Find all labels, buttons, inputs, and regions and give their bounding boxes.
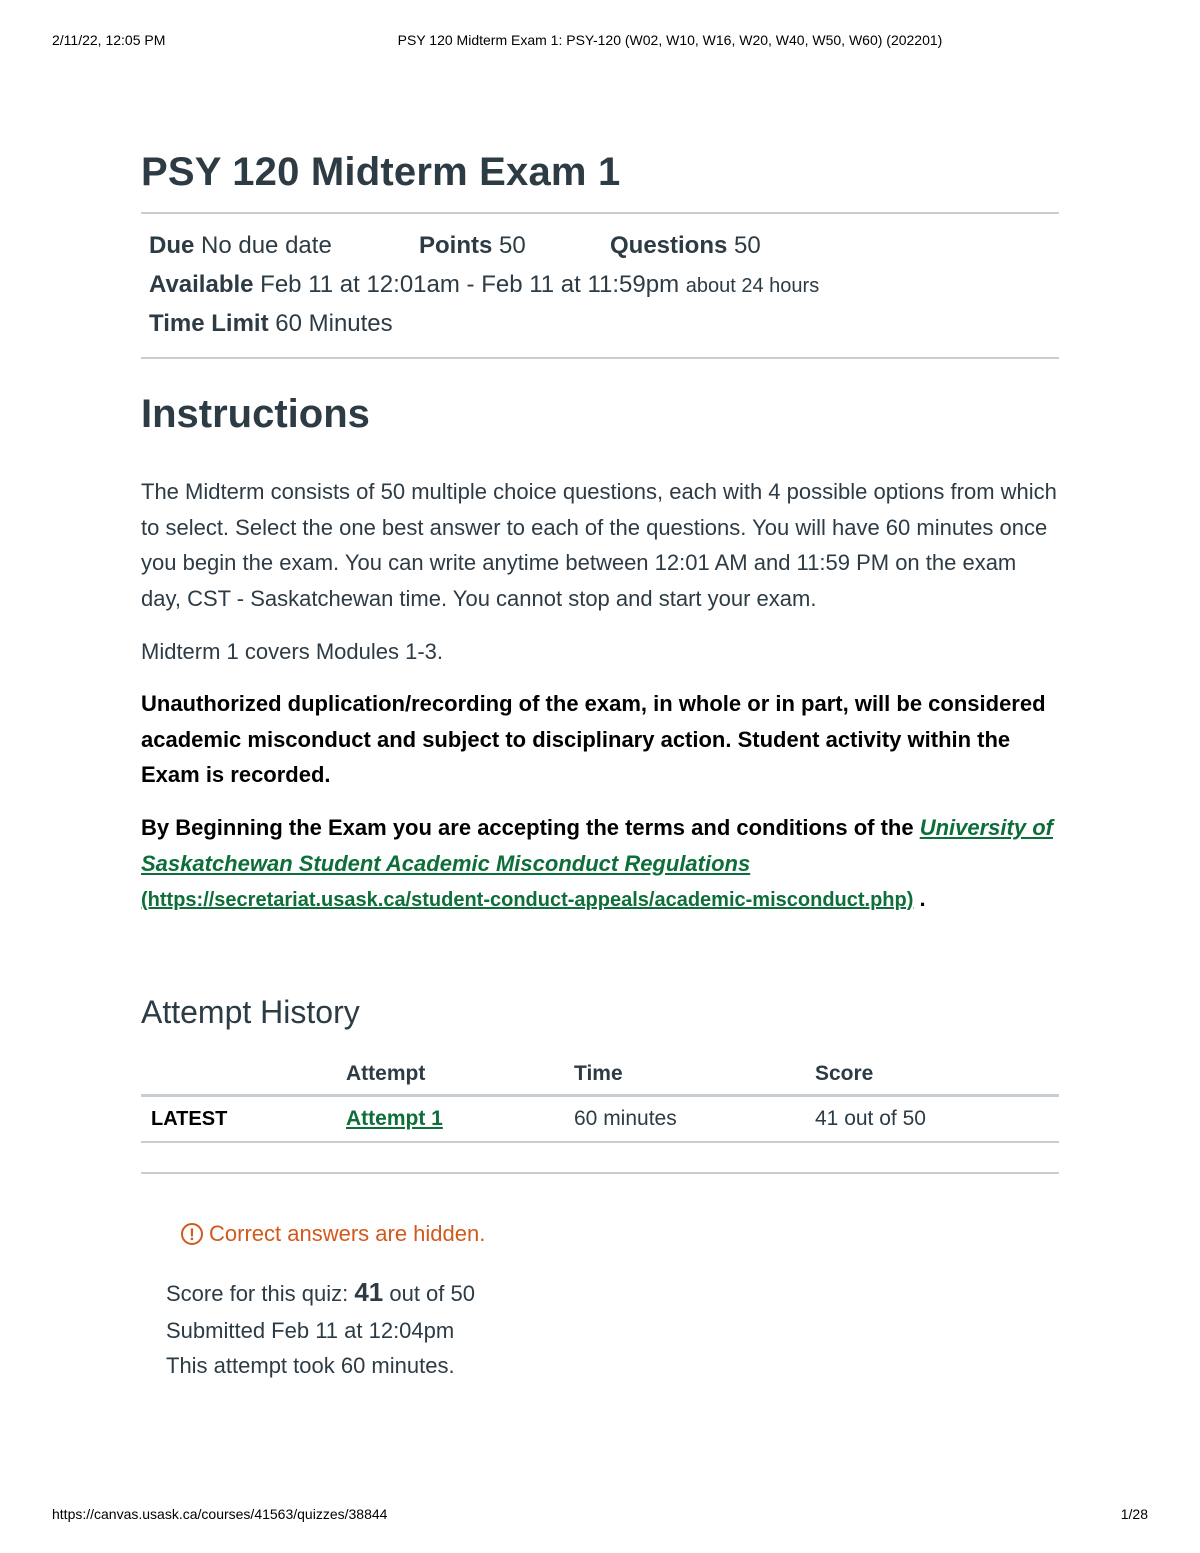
- instructions-paragraph: The Midterm consists of 50 multiple choice questions, each with 4 possible options from which to select. Select the one best answer to each of the questions. You will have 60 minutes once you begin the exam. You can write anytime between 12:01 AM and 11:59 PM on the exam day, CST - Saskatchewan time. You cannot stop and start your exam.: [141, 479, 1057, 611]
- points-label: Points: [419, 232, 493, 259]
- table-header-row: [141, 1054, 1059, 1096]
- divider: [141, 357, 1059, 359]
- print-header: [52, 32, 1148, 52]
- attempt-1-link[interactable]: Attempt 1: [346, 1107, 443, 1130]
- modules-paragraph: Midterm 1 covers Modules 1-3.: [141, 639, 443, 664]
- notice-text: Correct answers are hidden.: [209, 1221, 486, 1246]
- due-label: Due: [149, 232, 195, 259]
- score-prefix: Score for this quiz:: [166, 1281, 349, 1306]
- attempt-history-heading: Attempt History: [141, 994, 360, 1030]
- print-date: 2/11/22, 12:05 PM: [52, 32, 166, 48]
- print-page-number: 1/28: [1120, 1506, 1148, 1522]
- divider: [141, 212, 1059, 214]
- score-value: 41: [354, 1277, 384, 1307]
- available-detail: [149, 271, 819, 299]
- available-value: Feb 11 at 12:01am - Feb 11 at 11:59pm: [260, 271, 680, 298]
- terms-suffix: .: [919, 886, 926, 911]
- misconduct-warning: Unauthorized duplication/recording of the exam, in whole or in part, will be considered academic misconduct and subject to disciplinary action. Student activity within the Exam is recorded.: [141, 691, 1046, 787]
- misconduct-regulations-link[interactable]: University of Saskatchewan Student Academic Misconduct Regulations: [141, 815, 1053, 876]
- column-header-score: Score: [815, 1054, 1059, 1096]
- column-header-attempt: Attempt: [346, 1054, 574, 1096]
- available-label: Available: [149, 271, 254, 298]
- points-detail: [419, 232, 526, 260]
- due-detail: [149, 232, 332, 260]
- latest-label: LATEST: [141, 1096, 346, 1143]
- print-url: https://canvas.usask.ca/courses/41563/quizzes/38844: [52, 1506, 388, 1522]
- score-suffix: out of 50: [389, 1281, 475, 1306]
- attempt-history-table: [141, 1054, 1059, 1143]
- attempt-cell: [346, 1096, 574, 1143]
- time-limit-detail: [149, 310, 393, 338]
- terms-prefix: By Beginning the Exam you are accepting the terms and conditions of the: [141, 815, 914, 840]
- divider: [141, 1172, 1059, 1174]
- available-duration: about 24 hours: [685, 275, 820, 297]
- quiz-score: [166, 1277, 475, 1308]
- time-limit-label: Time Limit: [149, 310, 269, 337]
- questions-label: Questions: [610, 232, 728, 259]
- score-cell: 41 out of 50: [815, 1096, 1059, 1143]
- page-title: PSY 120 Midterm Exam 1: [141, 150, 621, 194]
- print-footer: [52, 1506, 1148, 1526]
- questions-detail: [610, 232, 761, 260]
- correct-answers-hidden-notice: [181, 1221, 485, 1247]
- time-cell: 60 minutes: [574, 1096, 815, 1143]
- terms-paragraph: [141, 810, 1059, 919]
- misconduct-url-link[interactable]: (https://secretariat.usask.ca/student-conduct-appeals/academic-misconduct.php): [141, 889, 914, 911]
- attempt-duration: This attempt took 60 minutes.: [166, 1353, 455, 1378]
- points-value: 50: [499, 232, 526, 259]
- print-page-title: PSY 120 Midterm Exam 1: PSY-120 (W02, W10, W16, W20, W40, W50, W60) (202201): [397, 32, 943, 48]
- table-row: [141, 1096, 1059, 1143]
- due-value: No due date: [201, 232, 332, 259]
- questions-value: 50: [734, 232, 761, 259]
- column-header-blank: [141, 1054, 346, 1096]
- column-header-time: Time: [574, 1054, 815, 1096]
- time-limit-value: 60 Minutes: [275, 310, 393, 337]
- submitted-time: Submitted Feb 11 at 12:04pm: [166, 1318, 455, 1343]
- warning-icon: !: [181, 1223, 203, 1245]
- instructions-heading: Instructions: [141, 392, 370, 436]
